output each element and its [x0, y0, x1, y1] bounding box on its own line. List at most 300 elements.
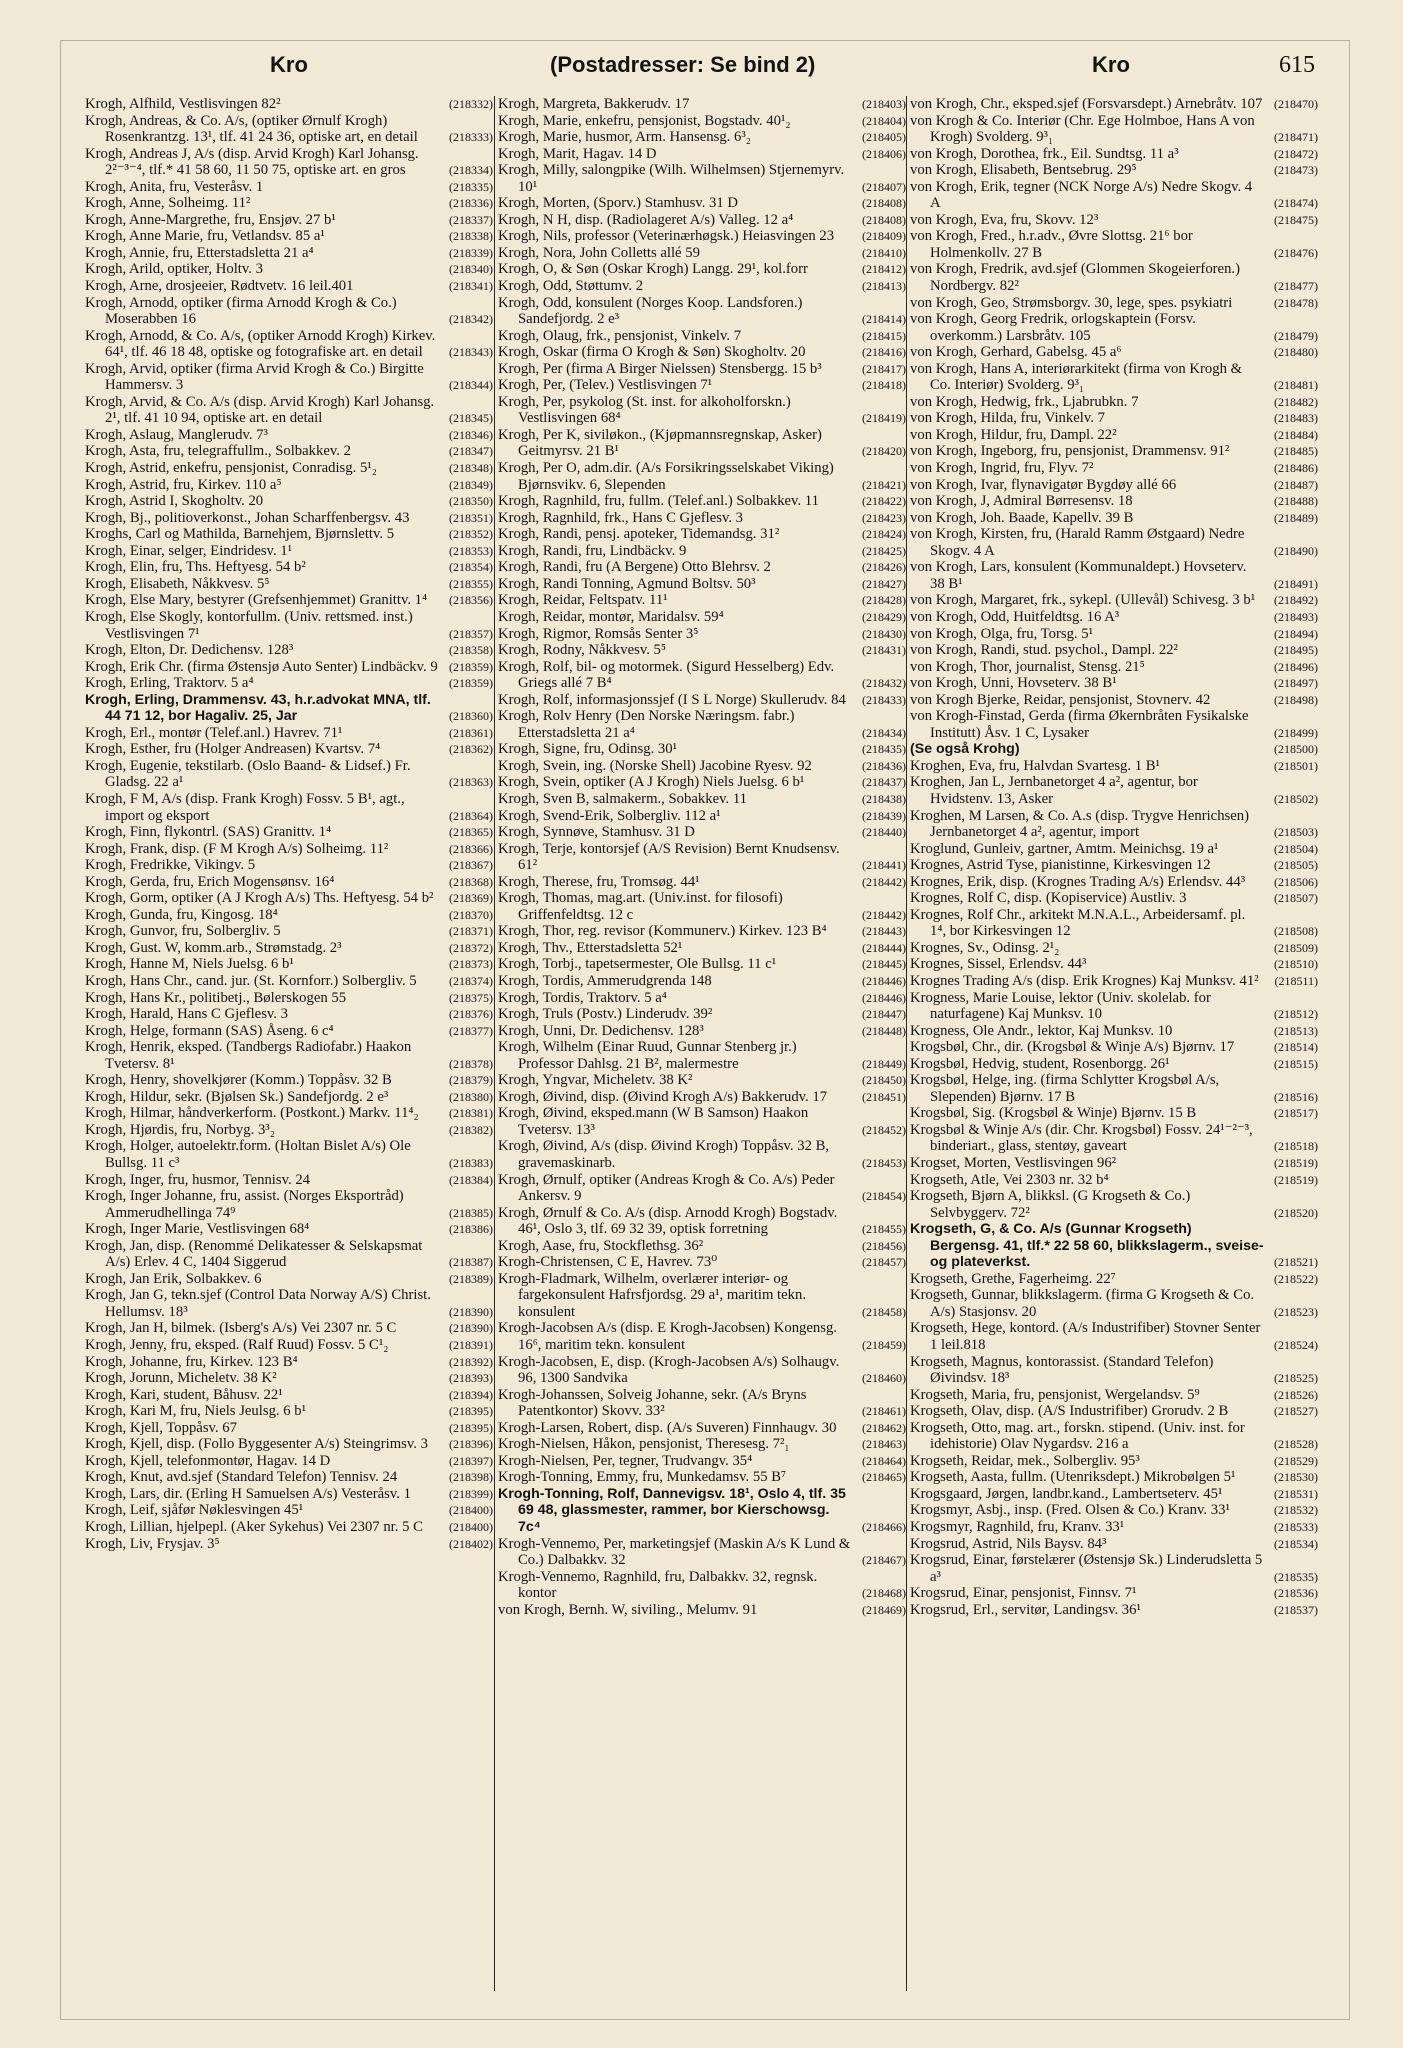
directory-entry: [910, 1072, 1318, 1105]
directory-entry: [85, 1039, 493, 1072]
entry-text: Krogh-Tonning, Rolf, Dannevigsv. 18¹, Oslo 4, tlf. 35 69 48, glassmester, rammer, bor Kierschowsg. 7c⁴: [498, 1485, 846, 1536]
entry-text: Krogh, Randi Tonning, Agmund Boltsv. 50³: [498, 575, 756, 592]
entry-text: Kroghen, Eva, fru, Halvdan Svartesg. 1 B¹: [910, 757, 1160, 774]
entry-text: Krogh, Andreas J, A/s (disp. Arvid Krogh) Karl Johansg. 2²⁻³⁻⁴, tlf.* 41 58 60, 11 50 75, optiske art. en gros: [85, 145, 419, 179]
entry-number: (218501): [1274, 758, 1318, 773]
entry-number: (218378): [449, 1056, 493, 1071]
entry-number: (218440): [862, 825, 906, 840]
entry-number: (218340): [449, 262, 493, 277]
entry-text: Krogh, Eugenie, tekstilarb. (Oslo Baand- & Lidsef.) Fr. Gladsg. 22 a¹: [85, 757, 411, 791]
directory-entry: [85, 1271, 493, 1288]
directory-entry: [910, 659, 1318, 676]
entry-text: Krogh, Yngvar, Micheletv. 38 K²: [498, 1072, 693, 1089]
directory-entry: [498, 361, 906, 378]
entry-number: (218434): [862, 725, 906, 740]
entry-number: (218387): [449, 1255, 493, 1270]
entry-text: Krogh, Morten, (Sporv.) Stamhusv. 31 D: [498, 195, 739, 212]
directory-entry: [85, 443, 493, 460]
directory-entry: [498, 1105, 906, 1138]
entry-number: (218457): [862, 1255, 906, 1270]
directory-entry: [85, 1420, 493, 1437]
entry-number: (218339): [449, 245, 493, 260]
entry-text: von Krogh, Kirsten, fru, (Harald Ramm Østgaard) Nedre Skogv. 4 A: [910, 526, 1245, 559]
directory-entry: [85, 841, 493, 858]
directory-entry: [85, 824, 493, 841]
entry-number: (218383): [449, 1156, 493, 1170]
directory-entry: [498, 278, 906, 295]
entry-text: Krogseth, Aasta, fullm. (Utenriksdept.) Mikrobølgen 5¹: [910, 1469, 1236, 1486]
directory-entry: [910, 1221, 1318, 1271]
directory-entry: [85, 1006, 493, 1023]
entry-number: (218446): [862, 990, 906, 1005]
entry-text: Krogh, Elin, fru, Ths. Heftyesg. 54 b²: [85, 559, 306, 576]
entry-text: Krogh, Arvid, & Co. A/s (disp. Arvid Krogh) Karl Johansg. 2¹, tlf. 41 10 94, optiske art. en detail: [85, 393, 435, 427]
entry-number: (218361): [449, 725, 493, 740]
directory-entry: [910, 940, 1318, 957]
entry-number: (218427): [862, 576, 906, 591]
directory-entry: [910, 113, 1318, 146]
entry-text: Krogh, Astrid, fru, Kirkev. 110 a⁵: [85, 476, 282, 493]
entry-number: (218396): [449, 1437, 493, 1452]
entry-text: Krogh, Inger, fru, husmor, Tennisv. 24: [85, 1171, 311, 1188]
directory-entry: [85, 1105, 493, 1122]
directory-entry: [85, 1354, 493, 1371]
entry-text: Krogh, Synnøve, Stamhusv. 31 D: [498, 824, 695, 841]
directory-entry: [85, 295, 493, 328]
entry-number: (218534): [1274, 1536, 1318, 1551]
directory-entry: [910, 1172, 1318, 1189]
entry-number: (218391): [449, 1338, 493, 1353]
entry-number: (218486): [1274, 461, 1318, 476]
directory-column-2: [498, 96, 906, 1996]
directory-entry: [85, 1436, 493, 1453]
entry-number: (218493): [1274, 609, 1318, 624]
entry-number: (218432): [862, 676, 906, 691]
directory-entry: [85, 1023, 493, 1040]
entry-number: (218510): [1274, 957, 1318, 972]
directory-entry: [85, 1387, 493, 1404]
entry-number: (218363): [449, 775, 493, 790]
entry-number: (218362): [449, 742, 493, 757]
header-center-note: (Postadresser: Se bind 2): [550, 52, 816, 77]
entry-number: (218481): [1274, 378, 1318, 393]
entry-text: von Krogh, Hedwig, frk., Ljabrubkn. 7: [910, 393, 1139, 410]
entry-text: Krogseth, Olav, disp. (A/S Industrifiber) Grorudv. 2 B: [910, 1403, 1229, 1420]
entry-text: Krogh, Ragnhild, frk., Hans C Gjeflesv. 3: [498, 509, 744, 526]
entry-text: Krogh, Andreas, & Co. A/s, (optiker Ørnulf Krogh) Rosenkrantzg. 13¹, tlf. 41 24 36, optiske art, en detail: [85, 112, 418, 146]
directory-entry: [910, 1602, 1318, 1619]
entry-number: (218369): [449, 891, 493, 906]
entry-number: (218497): [1274, 676, 1318, 691]
entry-number: (218506): [1274, 874, 1318, 889]
entry-number: (218485): [1274, 444, 1318, 459]
entry-text: Krogh, Unni, Dr. Dedichensv. 128³: [498, 1022, 704, 1039]
directory-entry: [910, 1552, 1318, 1585]
entry-text: Krogh, Tordis, Ammerudgrenda 148: [498, 972, 712, 989]
entry-text: von Krogh, Thor, journalist, Stensg. 21⁵: [910, 658, 1145, 675]
entry-number: (218371): [449, 924, 493, 939]
entry-number: (218375): [449, 990, 493, 1005]
entry-number: (218476): [1274, 245, 1318, 260]
entry-text: Krogh, Anne Marie, fru, Vetlandsv. 85 a¹: [85, 228, 325, 245]
entry-text: Krogh-Christensen, C E, Havrev. 73⁰: [498, 1254, 718, 1271]
entry-text: Krogsgaard, Jørgen, landbr.kand., Lambertseterv. 45¹: [910, 1485, 1223, 1502]
entry-number: (218502): [1274, 791, 1318, 806]
directory-entry: [85, 1536, 493, 1553]
directory-entry: [85, 1403, 493, 1420]
directory-entry: [498, 609, 906, 626]
directory-entry: [85, 543, 493, 560]
entry-text: Krogh, Margreta, Bakkerudv. 17: [498, 96, 690, 112]
entry-text: Krognes, Astrid Tyse, pianistinne, Kirkesvingen 12: [910, 857, 1211, 874]
entry-text: Krogh, Anita, fru, Vesteråsv. 1: [85, 178, 264, 195]
directory-entry: [910, 1122, 1318, 1155]
entry-number: (218447): [862, 1007, 906, 1022]
directory-entry: [498, 692, 906, 709]
entry-number: (218352): [449, 527, 493, 542]
entry-number: (218527): [1274, 1404, 1318, 1419]
entry-number: (218366): [449, 841, 493, 856]
directory-entry: [498, 394, 906, 427]
entry-text: Krogh, Kari, student, Båhusv. 22¹: [85, 1386, 283, 1403]
entry-text: von Krogh, Fredrik, avd.sjef (Glommen Skogeierforen.) Nordbergv. 82²: [910, 261, 1240, 295]
entry-text: Krogsbøl, Hedvig, student, Rosenborgg. 26¹: [910, 1055, 1170, 1072]
directory-entry: [85, 460, 493, 477]
directory-entry: [85, 741, 493, 758]
entry-text: Krogh, Erling, Drammensv. 43, h.r.advokat MNA, tlf. 44 71 12, bor Hagaliv. 25, Jar: [85, 691, 431, 725]
directory-entry: [85, 973, 493, 990]
directory-entry: [85, 1238, 493, 1271]
entry-text: Krogh, Svein, optiker (A J Krogh) Niels Juelsg. 6 b¹: [498, 774, 805, 791]
directory-entry: [498, 245, 906, 262]
entry-text: Krogh, Jan, disp. (Renommé Delikatesser & Selskapsmat A/s) Erlev. 4 C, 1404 Siggerud: [85, 1237, 423, 1271]
entry-number: (218490): [1274, 543, 1318, 558]
entry-text: Krogh-Nielsen, Håkon, pensjonist, Theresesg. 7²₁: [498, 1436, 790, 1453]
directory-entry: [85, 1453, 493, 1470]
directory-entry: [85, 675, 493, 692]
entry-text: von Krogh-Finstad, Gerda (firma Økernbråten Fysikalske Institutt) Åsv. 1 C, Lysaker: [910, 708, 1249, 741]
directory-entry: [910, 510, 1318, 527]
entry-number: (218342): [449, 312, 493, 327]
entry-text: Krognes, Sissel, Erlendsv. 44³: [910, 956, 1087, 973]
entry-number: (218377): [449, 1023, 493, 1038]
directory-entry: [498, 113, 906, 130]
entry-number: (218443): [862, 924, 906, 939]
directory-entry: [498, 874, 906, 891]
directory-entry: [85, 361, 493, 394]
entry-number: (218395): [449, 1420, 493, 1435]
directory-entry: [85, 1502, 493, 1519]
entry-number: (218522): [1274, 1271, 1318, 1286]
directory-entry: [910, 857, 1318, 874]
directory-entry: [498, 526, 906, 543]
directory-entry: [910, 179, 1318, 212]
entry-text: Krogsrud, Einar, førstelærer (Østensjø Sk.) Linderudsletta 5 a³: [910, 1552, 1263, 1585]
entry-number: (218360): [449, 709, 493, 724]
directory-entry: [498, 659, 906, 692]
directory-entry: [910, 1320, 1318, 1353]
entry-number: (218334): [449, 163, 493, 178]
entry-text: Krogness, Marie Louise, lektor (Univ. skolelab. for naturfagene) Kaj Munksv. 10: [910, 989, 1211, 1023]
entry-text: Krogh, Rolv Henry (Den Norske Næringsm. fabr.) Etterstadsletta 21 a⁴: [498, 708, 795, 741]
entry-text: Krogh, Arnodd, optiker (firma Arnodd Krogh & Co.) Moserabben 16: [85, 294, 397, 328]
entry-number: (218351): [449, 510, 493, 525]
entry-number: (218437): [862, 775, 906, 790]
directory-entry: [910, 493, 1318, 510]
entry-text: von Krogh, J, Admiral Børresensv. 18: [910, 493, 1133, 510]
entry-number: (218365): [449, 825, 493, 840]
entry-text: Krogh, Johanne, fru, Kirkev. 123 B⁴: [85, 1353, 298, 1370]
entry-text: Krogh, Reidar, montør, Maridalsv. 59⁴: [498, 608, 724, 625]
entry-text: Krogh, Ørnulf, optiker (Andreas Krogh & Co. A/s) Peder Ankersv. 9: [498, 1171, 835, 1205]
directory-entry: [910, 890, 1318, 907]
entry-number: (218414): [862, 312, 906, 327]
entry-number: (218348): [449, 461, 493, 476]
entry-number: (218428): [862, 593, 906, 608]
entry-number: (218473): [1274, 163, 1318, 178]
entry-text: Krognes, Sv., Odinsg. 2¹₂: [910, 939, 1060, 956]
entry-text: Krogh, Arnodd, & Co. A/s, (optiker Arnodd Krogh) Kirkev. 64¹, tlf. 46 18 48, optiske og fotografiske art. en detail: [85, 327, 436, 361]
directory-entry: [85, 1072, 493, 1089]
directory-entry: [498, 774, 906, 791]
entry-text: Krogh, Per, (Telev.) Vestlisvingen 7¹: [498, 377, 713, 394]
entry-text: von Krogh, Hans A, interiørarkitekt (firma von Krogh & Co. Interiør) Svolderg. 9³₁: [910, 360, 1243, 394]
directory-entry: [910, 907, 1318, 940]
entry-number: (218412): [862, 262, 906, 277]
directory-entry: [498, 1569, 906, 1602]
entry-text: Krogh, Arild, optiker, Holtv. 3: [85, 261, 263, 278]
directory-entry: [85, 659, 493, 676]
entry-number: (218344): [449, 378, 493, 393]
entry-number: (218445): [862, 957, 906, 972]
entry-number: (218474): [1274, 196, 1318, 211]
directory-entry: [498, 576, 906, 593]
entry-text: Krogh, Hilmar, håndverkerform. (Postkont.) Markv. 11⁴₂: [85, 1105, 419, 1122]
entry-text: Krogh, Holger, autoelektr.form. (Holtan Bislet A/s) Ole Bullsg. 11 c³: [85, 1138, 411, 1171]
entry-number: (218496): [1274, 659, 1318, 674]
entry-number: (218442): [862, 874, 906, 889]
entry-number: (218389): [449, 1271, 493, 1286]
directory-entry: [85, 261, 493, 278]
directory-entry: [85, 940, 493, 957]
entry-text: Krogh, Nils, professor (Veterinærhøgsk.) Heiasvingen 23: [498, 228, 835, 245]
entry-text: von Krogh, Ingrid, fru, Flyv. 7²: [910, 460, 1094, 477]
entry-text: Krogh-Nielsen, Per, tegner, Trudvangv. 35⁴: [498, 1452, 753, 1469]
entry-number: (218449): [862, 1056, 906, 1071]
entry-text: Krogh, Gunvor, fru, Solbergliv. 5: [85, 923, 281, 940]
entry-text: Krogh, Jenny, fru, eksped. (Ralf Ruud) Fossv. 5 C¹₂: [85, 1337, 389, 1354]
entry-number: (218349): [449, 477, 493, 492]
directory-entry: [498, 808, 906, 825]
entry-text: Krogh, Marie, husmor, Arm. Hansensg. 6³₂: [498, 129, 751, 146]
entry-number: (218384): [449, 1172, 493, 1187]
entry-number: (218353): [449, 543, 493, 558]
entry-text: Krogh-Jacobsen A/s (disp. E Krogh-Jacobsen) Kongensg. 16⁶, maritim tekn. konsulent: [498, 1320, 837, 1354]
entry-text: Krogh, Reidar, Feltspatv. 11¹: [498, 592, 668, 609]
entry-text: Krogh, Elisabeth, Nåkkvesv. 5⁵: [85, 575, 270, 592]
entry-number: (218376): [449, 1007, 493, 1022]
entry-text: Krogh, Randi, fru, Lindbäckv. 9: [498, 542, 687, 559]
directory-entry: [498, 212, 906, 229]
entry-text: Krogh, Annie, fru, Etterstadsletta 21 a⁴: [85, 244, 314, 261]
entry-number: (218400): [449, 1520, 493, 1535]
entry-text: Krogh, Nora, John Colletts allé 59: [498, 244, 700, 261]
directory-entry: [910, 526, 1318, 559]
entry-number: (218480): [1274, 345, 1318, 360]
entry-number: (218426): [862, 560, 906, 575]
entry-text: Krogh, Hjørdis, fru, Norbyg. 3³₂: [85, 1121, 275, 1138]
entry-number: (218475): [1274, 212, 1318, 227]
entry-number: (218462): [862, 1420, 906, 1435]
directory-entry: [910, 460, 1318, 477]
entry-number: (218350): [449, 494, 493, 509]
directory-entry: [85, 328, 493, 361]
entry-number: (218489): [1274, 510, 1318, 525]
entry-text: von Krogh, Bernh. W, siviling., Melumv. 91: [498, 1601, 758, 1618]
directory-entry: [910, 261, 1318, 294]
entry-number: (218343): [449, 345, 493, 360]
entry-number: (218370): [449, 907, 493, 922]
directory-entry: [910, 1056, 1318, 1073]
directory-entry: [910, 1387, 1318, 1404]
directory-entry: [498, 708, 906, 741]
entry-text: Krogh, Gunda, fru, Kingosg. 18⁴: [85, 906, 278, 923]
entry-number: (218467): [862, 1553, 906, 1568]
entry-number: (218407): [862, 179, 906, 194]
entry-text: Kroghen, M Larsen, & Co. A.s (disp. Trygve Henrichsen) Jernbanetorget 4 a², agentur, import: [910, 807, 1250, 841]
entry-number: (218446): [862, 973, 906, 988]
entry-number: (218469): [862, 1602, 906, 1617]
entry-number: (218354): [449, 560, 493, 575]
entry-number: (218454): [862, 1189, 906, 1204]
entry-number: (218526): [1274, 1387, 1318, 1402]
entry-text: Krogh, Ørnulf & Co. A/s (disp. Arnodd Krogh) Bogstadv. 46¹, Oslo 3, tlf. 69 32 39, optisk forretning: [498, 1204, 838, 1238]
directory-entry: [910, 1039, 1318, 1056]
entry-number: (218524): [1274, 1338, 1318, 1353]
entry-text: Krogseth, Otto, mag. art., forskn. stipend. (Univ. inst. for idehistorie) Olav Nygardsv. 216 a: [910, 1419, 1245, 1453]
entry-number: (218452): [862, 1122, 906, 1137]
directory-entry: [498, 973, 906, 990]
entry-number: (218465): [862, 1470, 906, 1485]
directory-entry: [85, 1122, 493, 1139]
entry-text: Krogh, Else Skogly, kontorfullm. (Univ. rettsmed. inst.) Vestlisvingen 7¹: [85, 608, 413, 642]
entry-number: (218484): [1274, 427, 1318, 442]
directory-entry: [85, 146, 493, 179]
directory-entry: [498, 195, 906, 212]
entry-number: (218525): [1274, 1371, 1318, 1386]
directory-entry: [85, 609, 493, 642]
entry-text: Krogh, Gerda, fru, Erich Mogensønsv. 16⁴: [85, 873, 335, 890]
directory-entry: [498, 741, 906, 758]
directory-entry: [910, 1023, 1318, 1040]
directory-entry: [498, 1453, 906, 1470]
entry-number: (218517): [1274, 1106, 1318, 1121]
entry-text: von Krogh & Co. Interiør (Chr. Ege Holmboe, Hans A von Krogh) Svolderg. 9³₁: [910, 112, 1255, 146]
entry-number: (218425): [862, 543, 906, 558]
entry-text: Krogh, Erl., montør (Telef.anl.) Havrev. 71¹: [85, 724, 343, 741]
entry-text: Krogh, Thomas, mag.art. (Univ.inst. for filosofi) Griffenfeldtsg. 12 c: [498, 890, 783, 923]
directory-entry: [910, 956, 1318, 973]
entry-text: Krogh, Bj., politioverkonst., Johan Scharffenbergsv. 43: [85, 509, 410, 526]
entry-text: Krogh, Lars, dir. (Erling H Samuelsen A/s) Vesteråsv. 1: [85, 1485, 411, 1502]
entry-text: Krogh, Svein, ing. (Norske Shell) Jacobine Ryesv. 92: [498, 757, 812, 774]
entry-number: (218417): [862, 361, 906, 376]
entry-text: Krogh, Terje, kontorsjef (A/S Revision) Bernt Knudsensv. 61²: [498, 840, 840, 874]
entry-number: (218488): [1274, 494, 1318, 509]
directory-entry: [498, 841, 906, 874]
entry-number: (218336): [449, 196, 493, 211]
entry-text: Krogh, Kjell, telefonmontør, Hagav. 14 D: [85, 1452, 331, 1469]
directory-entry: [85, 923, 493, 940]
directory-entry: [85, 1188, 493, 1221]
entry-number: (218346): [449, 427, 493, 442]
entry-number: (218397): [449, 1453, 493, 1468]
directory-entry: [910, 1155, 1318, 1172]
entry-text: Krogh, Thor, reg. revisor (Kommunerv.) Kirkev. 123 B⁴: [498, 923, 827, 940]
directory-entry: [910, 228, 1318, 261]
entry-text: Krogsbøl, Chr., dir. (Krogsbøl & Winje A/s) Bjørnv. 17: [910, 1039, 1235, 1056]
directory-entry: [85, 278, 493, 295]
entry-text: Krogh, Harald, Hans C Gjeflesv. 3: [85, 1006, 288, 1023]
entry-number: (218479): [1274, 328, 1318, 343]
entry-number: (218532): [1274, 1503, 1318, 1518]
entry-number: (218507): [1274, 891, 1318, 906]
directory-entry: [498, 1072, 906, 1089]
directory-entry: [910, 443, 1318, 460]
entry-text: Krogh, Knut, avd.sjef (Standard Telefon) Tennisv. 24: [85, 1469, 398, 1486]
directory-entry: [498, 758, 906, 775]
entry-number: (218528): [1274, 1437, 1318, 1452]
entry-number: (218513): [1274, 1023, 1318, 1038]
entry-number: (218509): [1274, 940, 1318, 955]
directory-entry: [498, 956, 906, 973]
entry-text: Krogh, Per, psykolog (St. inst. for alkoholforskn.) Vestlisvingen 68⁴: [498, 393, 791, 427]
entry-number: (218439): [862, 808, 906, 823]
directory-entry: [498, 1039, 906, 1072]
entry-number: (218492): [1274, 593, 1318, 608]
directory-entry: [85, 1287, 493, 1320]
entry-text: Krogh, Oskar (firma O Krogh & Søn) Skogholtv. 20: [498, 344, 806, 361]
directory-entry: [498, 1602, 906, 1619]
page-number: 615: [1279, 52, 1315, 78]
entry-number: (218395): [449, 1404, 493, 1419]
entry-text: von Krogh, Joh. Baade, Kapellv. 39 B: [910, 509, 1134, 526]
entry-text: Krogh-Tonning, Emmy, fru, Munkedamsv. 55 B⁷: [498, 1469, 787, 1486]
entry-text: Krogh, Olaug, frk., pensjonist, Vinkelv. 7: [498, 327, 742, 344]
entry-text: von Krogh, Eva, fru, Skovv. 12³: [910, 211, 1099, 228]
entry-number: (218347): [449, 444, 493, 459]
entry-number: (218530): [1274, 1470, 1318, 1485]
directory-entry: [498, 377, 906, 394]
entry-text: Krogh, Svend-Erik, Solbergliv. 112 a¹: [498, 807, 721, 824]
entry-number: (218438): [862, 791, 906, 806]
directory-entry: [498, 162, 906, 195]
entry-text: Krogsrud, Erl., servitør, Landingsv. 36¹: [910, 1601, 1141, 1618]
entry-number: (218519): [1274, 1172, 1318, 1187]
directory-entry: [498, 460, 906, 493]
entry-number: (218472): [1274, 146, 1318, 161]
entry-text: von Krogh, Ingeborg, fru, pensjonist, Drammensv. 91²: [910, 443, 1230, 460]
directory-entry: [85, 228, 493, 245]
entry-number: (218466): [862, 1520, 906, 1535]
entry-text: Krogness, Ole Andr., lektor, Kaj Munksv. 10: [910, 1022, 1173, 1039]
entry-text: Krogh, Henrik, eksped. (Tandbergs Radiofabr.) Haakon Tvetersv. 8¹: [85, 1039, 412, 1072]
directory-entry: [498, 1536, 906, 1569]
entry-number: (218470): [1274, 97, 1318, 111]
entry-number: (218518): [1274, 1139, 1318, 1154]
entry-text: Krogh-Johanssen, Solveig Johanne, sekr. (A/s Bryns Patentkontor) Skovv. 33²: [498, 1386, 807, 1420]
entry-text: Krogh, Hans Kr., politibetj., Bølerskogen 55: [85, 989, 347, 1006]
